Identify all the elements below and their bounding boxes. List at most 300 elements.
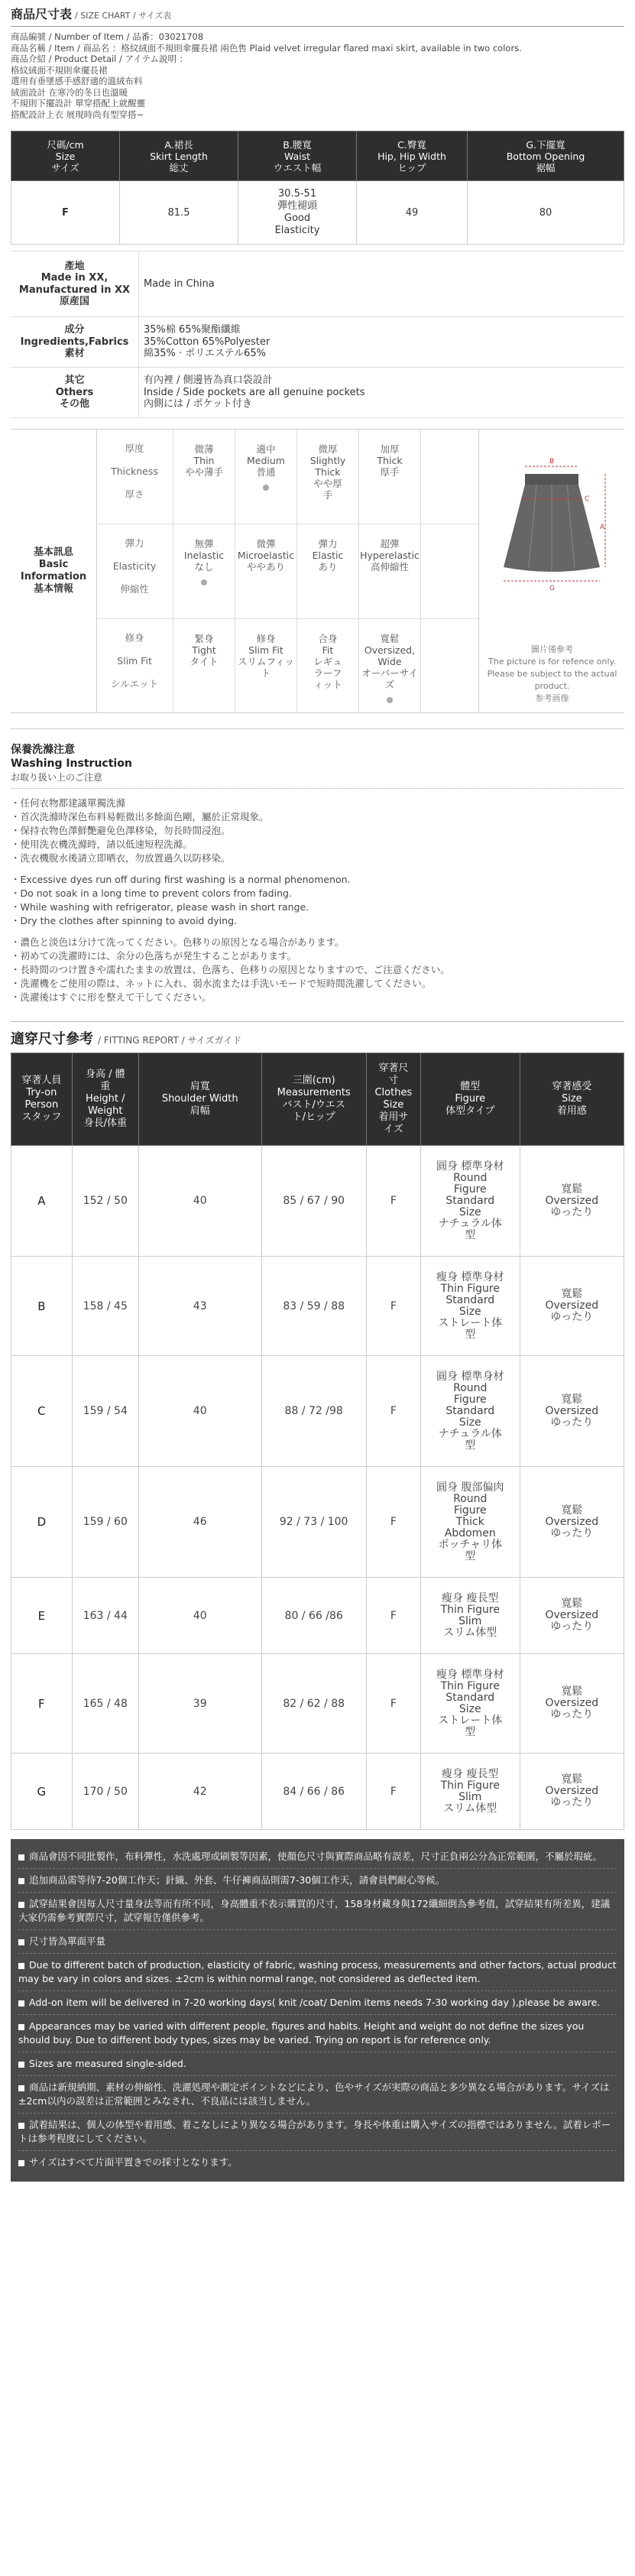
fitting-header-line: 体型タイプ <box>445 1105 495 1117</box>
fitting-feel <box>520 1467 624 1578</box>
fitting-figure-line: スリム体型 <box>443 1626 497 1639</box>
fitting-figure-line: Thin Figure <box>440 1679 500 1692</box>
fitting-shoulder: 46 <box>138 1467 261 1578</box>
washing-line: ・洗濯機をご使用の際は、ネットに入れ、弱水流または手洗いモードで短時間洗濯してください。 <box>11 978 432 989</box>
fitting-header-line: Figure <box>455 1093 486 1105</box>
fitting-figure-line: Slim <box>458 1790 482 1803</box>
meta-line: 不規則下擺設計 單穿搭配上就醒靈 <box>11 98 146 109</box>
fitting-figure-line: ストレート体 <box>438 1316 503 1329</box>
basic-option-line: Slim Fit <box>248 644 283 656</box>
basic-option-text <box>313 633 342 690</box>
fitting-header-line: 三圍(cm) <box>292 1075 335 1086</box>
note-text: Appearances may be varied with different people, figures and habits. Height and weight do not define the sizes you should buy. Due to different body types, sizes may be varied. Trying on report is for reference only. <box>18 2020 585 2046</box>
fitting-figure-line: 型 <box>465 1549 476 1562</box>
fitting-height-weight: 159 / 60 <box>72 1467 138 1578</box>
fitting-row <box>11 1467 624 1578</box>
fitting-header-line: スタッフ <box>21 1111 62 1123</box>
image-note: 圖片僅參考 The picture is for refence only. Please be subject to the actual product. 参考画像 <box>487 644 617 703</box>
fitting-height-weight: 165 / 48 <box>72 1654 138 1754</box>
fitting-feel <box>520 1356 624 1467</box>
basic-option <box>235 430 297 524</box>
basic-option-line: 超彈 <box>380 538 400 550</box>
svg-text:B: B <box>549 458 555 466</box>
fitting-measurements: 85 / 67 / 90 <box>261 1146 366 1257</box>
fitting-figure <box>420 1578 520 1654</box>
fitting-figure-line: Thin Figure <box>440 1779 500 1792</box>
basic-option <box>173 619 235 713</box>
skirt-illustration <box>494 453 609 628</box>
bullet-square-icon <box>18 1854 24 1861</box>
basic-row-label-text: Elasticity <box>112 560 157 572</box>
basic-option-line: タイト <box>190 656 219 667</box>
basic-option-line: 適中 <box>256 443 276 455</box>
fitting-figure-line: Abdomen <box>444 1526 496 1539</box>
fitting-figure-line: ポッチャリ体 <box>438 1538 503 1551</box>
fitting-row <box>11 1754 624 1830</box>
fitting-size: F <box>366 1356 420 1467</box>
washing-line: ・長時間のつけ置きや濡れたままの放置は、色落ち、色移りの原因となりますので、ご注意ください。 <box>11 964 450 975</box>
meta-line: 商品編號 / Number of Item / 品番：03021708 <box>11 31 204 42</box>
fitting-person: D <box>11 1467 73 1578</box>
fitting-header <box>520 1053 624 1146</box>
svg-text:G: G <box>549 585 555 592</box>
basic-option-line: ややあり <box>246 561 285 573</box>
basic-option-line: 微薄 <box>194 443 214 455</box>
basic-option-line: Elastic <box>312 550 344 561</box>
fitting-figure-line: Size <box>458 1416 481 1429</box>
basic-option-line: 修身 <box>256 633 276 644</box>
length-header: A.裙長 Skirt Length 総丈 <box>120 131 238 181</box>
meta-line: 搭配設計上衣 展現時尚有型穿搭~ <box>11 109 144 120</box>
fitting-figure-line: Size <box>458 1702 481 1715</box>
fitting-figure <box>420 1146 520 1257</box>
fitting-row <box>11 1146 624 1257</box>
fitting-figure-line: 圓身 標準身材 <box>436 1160 504 1173</box>
fitting-row <box>11 1578 624 1654</box>
basic-option-line: 合身 <box>318 633 338 644</box>
fitting-header-line: Try-on <box>26 1087 57 1098</box>
fitting-figure-line: Standard <box>445 1293 495 1306</box>
basic-option-line: 手 <box>322 489 333 501</box>
fitting-person: C <box>11 1356 73 1467</box>
size-row-f <box>11 181 624 245</box>
basic-option-text <box>313 538 344 573</box>
note-item <box>18 2076 617 2114</box>
fitting-measurements: 83 / 59 / 88 <box>261 1257 366 1356</box>
basic-row-label-text: 厚さ <box>125 488 144 500</box>
basic-option-line: スリムフィッ <box>237 656 294 667</box>
fitting-figure-line: 型 <box>465 1328 476 1341</box>
basic-option-line: ト <box>261 667 271 679</box>
fitting-feel-line: Oversized <box>545 1785 599 1797</box>
fitting-measurements: 80 / 66 /86 <box>261 1578 366 1654</box>
basic-option <box>359 524 421 618</box>
basic-option <box>173 524 235 618</box>
fitting-height-weight: 158 / 45 <box>72 1257 138 1356</box>
basic-option-line: ラーフ <box>313 667 342 679</box>
fitting-figure-line: Thick <box>455 1515 484 1528</box>
fitting-header <box>366 1053 420 1146</box>
size-chart-header <box>0 0 635 126</box>
basic-option-line: Hyperelastic <box>360 550 420 561</box>
meta-line: 商品介紹 / Product Detail / アイテム説明 ： <box>11 54 189 64</box>
fitting-feel-line: ゆったり <box>550 1621 594 1633</box>
basic-option-line: 高伸縮性 <box>370 561 409 573</box>
basic-row <box>96 524 478 619</box>
note-item <box>18 1930 617 1954</box>
selection-marker-area <box>387 690 393 710</box>
basic-option-line: なし <box>194 561 214 573</box>
fitting-height-weight: 163 / 44 <box>72 1578 138 1654</box>
fitting-figure-line: Round <box>453 1381 488 1394</box>
basic-option-line: 微厚 <box>318 443 338 455</box>
fitting-header <box>11 1053 73 1146</box>
basic-option-line: Thick <box>377 455 403 466</box>
note-text: Sizes are measured single-sided. <box>29 2058 186 2069</box>
basic-option-text <box>361 633 418 690</box>
bullet-square-icon <box>18 2085 24 2091</box>
fitting-header-line: Clothes <box>374 1087 413 1098</box>
basic-option-line: あり <box>318 561 338 573</box>
basic-option <box>235 524 297 618</box>
basic-row-label <box>96 430 173 524</box>
size-chart-subtitle: / SIZE CHART / サイズ表 <box>75 11 172 21</box>
basic-option <box>297 524 359 618</box>
basic-info-grid <box>96 430 478 713</box>
basic-option-line: Tight <box>192 644 216 656</box>
note-text: サイズはすべて片面平置きでの採寸となります。 <box>29 2156 238 2168</box>
fitting-figure-line: Slim <box>458 1614 482 1627</box>
basic-row <box>96 430 478 524</box>
fitting-size: F <box>366 1578 420 1654</box>
fitting-figure <box>420 1754 520 1830</box>
fitting-feel-line: Oversized <box>545 1609 599 1621</box>
composition-row <box>11 317 624 368</box>
basic-option-line: Thin <box>193 455 215 466</box>
fitting-figure-line: Size <box>458 1305 481 1318</box>
fitting-figure-line: 圓身 腹部偏肉 <box>436 1481 504 1494</box>
note-text: Due to different batch of production, elasticity of fabric, washing process, measurements and other factors, actual product may be vary in colors and sizes. ±2cm is within normal range, not considered as deflected item. <box>18 1959 617 1984</box>
fitting-shoulder: 40 <box>138 1146 261 1257</box>
basic-row-label-text: 修身 <box>125 631 144 644</box>
fitting-header-line: 重 <box>100 1081 111 1092</box>
fitting-person: G <box>11 1754 73 1830</box>
hip-value: 49 <box>357 181 468 245</box>
washing-en-list <box>11 873 624 928</box>
fitting-figure-line: 瘦身 瘦長型 <box>442 1591 499 1604</box>
note-text: 尺寸皆為單面平量 <box>29 1935 106 1947</box>
washing-line: ・洗濯後はすぐに形を整えて干してください。 <box>11 991 212 1003</box>
bullet-square-icon <box>18 1963 24 1969</box>
fitting-row <box>11 1257 624 1356</box>
meta-line: 格紋絨面不規則傘擺長裙 <box>11 64 108 76</box>
fitting-figure-line: 型 <box>465 1228 476 1241</box>
fitting-figure-line: ナチュラル体 <box>438 1427 502 1440</box>
fitting-size: F <box>366 1146 420 1257</box>
note-item <box>18 1954 617 1991</box>
bullet-square-icon <box>18 1902 24 1908</box>
basic-option-line: 加厚 <box>380 443 400 455</box>
fitting-row <box>11 1654 624 1754</box>
basic-option-line: Microelastic <box>237 550 295 561</box>
length-value: 81.5 <box>120 181 238 245</box>
fitting-subtitle: / FITTING REPORT / サイズガイド <box>98 1035 242 1046</box>
selected-dot-icon <box>201 579 207 586</box>
bullet-square-icon <box>18 1878 24 1884</box>
fitting-feel-line: 寬鬆 <box>561 1183 583 1196</box>
note-text: 商品會因不同批製作，布料彈性，水洗處理或刷製等因素，使顏色尺寸與實際商品略有誤差，尺寸正負兩公分為正常範圍，不屬於瑕疵。 <box>29 1851 603 1862</box>
fitting-feel-line: Oversized <box>545 1194 599 1207</box>
waist-header: B.腰寬 Waist ウエスト幅 <box>238 131 357 181</box>
fitting-header-line: 體型 <box>460 1081 481 1092</box>
fitting-header-line: Size <box>383 1099 404 1111</box>
washing-line: ・使用洗衣機洗滌時，請以低速短程洗滌。 <box>11 839 193 850</box>
basic-option-text <box>377 443 402 478</box>
washing-line: ・任何衣物都建議單獨洗滌 <box>11 797 126 809</box>
basic-option <box>297 430 359 524</box>
basic-option-line: オーバーサイ <box>361 667 418 679</box>
fitting-size: F <box>366 1654 420 1754</box>
fitting-height-weight: 152 / 50 <box>72 1146 138 1257</box>
fitting-figure-line: Figure <box>453 1504 487 1517</box>
basic-row-label-text: 厚度 <box>125 442 144 454</box>
fitting-header-line: 肩幅 <box>190 1105 210 1117</box>
note-item <box>18 2052 617 2076</box>
basic-option-line: Fit <box>322 644 334 656</box>
note-item <box>18 1991 617 2015</box>
fitting-feel-line: ゆったり <box>550 1205 594 1218</box>
fitting-feel-line: 寬鬆 <box>561 1504 583 1517</box>
fitting-person: E <box>11 1578 73 1654</box>
origin-label: 產地 Made in XX, Manufactured in XX 原産国 <box>11 251 139 317</box>
fitting-feel <box>520 1146 624 1257</box>
basic-row-label-text: シルエット <box>111 677 158 689</box>
fitting-figure-line: Standard <box>445 1404 495 1417</box>
fitting-shoulder: 40 <box>138 1356 261 1467</box>
fitting-header-line: 寸 <box>388 1075 399 1086</box>
washing-title-zh: 保養洗滌注意 <box>11 744 75 756</box>
fitting-feel-line: Oversized <box>545 1404 599 1417</box>
composition-value: 35%棉 65%聚酯纖維 35%Cotton 65%Polyester 綿35% · ポリエステル65% <box>139 317 625 368</box>
basic-option-line: 厚手 <box>380 466 400 478</box>
washing-instruction <box>11 728 624 1004</box>
meta-line: 絨面設計 在寒冷的冬日也溫暖 <box>11 86 128 98</box>
fitting-person: F <box>11 1654 73 1754</box>
washing-line: ・Excessive dyes run off during first washing is a normal phenomenon. <box>11 874 351 885</box>
basic-option-line: Wide <box>377 656 402 667</box>
basic-option-text <box>310 443 346 501</box>
fitting-feel <box>520 1754 624 1830</box>
washing-title-en: Washing Instruction <box>11 758 132 770</box>
product-meta <box>11 31 624 120</box>
note-text: 試着結果は、個人の体型や着用感、着こなしにより異なる場合があります。身長や体重は購入サイズの指標ではありません。試着レポートは参考程度にしてください。 <box>18 2119 611 2144</box>
basic-info-label: 基本訊息 Basic Information 基本情報 <box>11 430 97 712</box>
bottom-value: 80 <box>468 181 624 245</box>
fitting-feel-line: 寬鬆 <box>561 1598 583 1610</box>
fitting-size: F <box>366 1257 420 1356</box>
fitting-header-line: 穿著人員 <box>21 1075 62 1086</box>
washing-line: ・Dry the clothes after spinning to avoid dying. <box>11 915 237 926</box>
basic-option <box>173 430 235 524</box>
size-value: F <box>11 181 120 245</box>
note-item <box>18 1893 617 1930</box>
fitting-measurements: 88 / 72 /98 <box>261 1356 366 1467</box>
origin-value: Made in China <box>139 251 625 317</box>
basic-row-label <box>96 619 173 713</box>
fitting-header <box>72 1053 138 1146</box>
fitting-feel-line: ゆったり <box>550 1526 594 1539</box>
fitting-height-weight: 159 / 54 <box>72 1356 138 1467</box>
fitting-figure-line: 瘦身 標準身材 <box>436 1270 504 1283</box>
meta-line: 商品名稱 / Item / 商品名 ：格紋絨面不規則傘擺長裙 兩色售 Plaid velvet irregular flared maxi skirt, available in two colors. <box>11 42 522 54</box>
fitting-header-line: 身高 / 體 <box>85 1069 125 1080</box>
fitting-shoulder: 43 <box>138 1257 261 1356</box>
origin-row <box>11 251 624 317</box>
fitting-row <box>11 1356 624 1467</box>
fitting-header <box>420 1053 520 1146</box>
fitting-figure <box>420 1257 520 1356</box>
fitting-feel-line: ゆったり <box>550 1416 594 1429</box>
basic-option-line: Inelastic <box>183 550 225 561</box>
fitting-header-line: バスト/ウエス <box>282 1099 345 1111</box>
note-item <box>18 1845 617 1869</box>
basic-option-line: Medium <box>247 455 285 466</box>
washing-line: ・初めての洗濯時には、余分の色落ちが発生することがあります。 <box>11 950 297 962</box>
fitting-figure-line: Figure <box>453 1183 487 1196</box>
fitting-header-line: Size <box>561 1093 582 1105</box>
bullet-square-icon <box>18 2062 24 2068</box>
size-header: 尺碼/cm Size サイズ <box>11 131 120 181</box>
basic-option-line: 無彈 <box>194 538 214 550</box>
fitting-feel <box>520 1654 624 1754</box>
washing-title-jp: お取り扱い上のご注意 <box>11 771 624 789</box>
washing-line: ・Do not soak in a long time to prevent colors from fading. <box>11 887 292 899</box>
bullet-square-icon <box>18 1939 24 1945</box>
note-item <box>18 2114 617 2151</box>
fitting-figure-line: Size <box>458 1205 481 1218</box>
waist-value: 30.5-51 彈性褪頭 Good Elasticity <box>238 181 357 245</box>
fitting-figure-line: Thin Figure <box>440 1282 500 1295</box>
fitting-size: F <box>366 1467 420 1578</box>
fitting-figure-line: スリム体型 <box>443 1802 497 1815</box>
washing-jp-list <box>11 936 624 1004</box>
fitting-feel-line: 寬鬆 <box>561 1685 583 1698</box>
fitting-header-line: 穿著尺 <box>378 1063 409 1074</box>
fitting-figure-line: Round <box>453 1171 488 1184</box>
basic-option <box>235 619 297 713</box>
bullet-square-icon <box>18 2024 24 2030</box>
fitting-feel-line: ゆったり <box>550 1708 594 1721</box>
meta-line: 選用有垂墜感手感舒適的溫絨布料 <box>11 76 143 86</box>
others-row <box>11 368 624 418</box>
basic-option-line: Slightly <box>309 455 346 466</box>
washing-line: ・濃色と淡色は分けて洗ってください。色移りの原因となる場合があります。 <box>11 936 345 948</box>
fitting-figure <box>420 1654 520 1754</box>
note-item <box>18 2151 617 2174</box>
fitting-figure-line: Thin Figure <box>440 1603 500 1616</box>
fitting-header-line: 身長/体重 <box>83 1118 127 1129</box>
fitting-header-line: 着用サ <box>378 1111 409 1123</box>
fitting-feel-line: ゆったり <box>550 1311 594 1323</box>
basic-option-line: やや厚 <box>313 478 342 489</box>
fitting-figure <box>420 1356 520 1467</box>
fitting-figure-line: Standard <box>445 1691 495 1704</box>
fitting-figure-line: Round <box>453 1492 488 1505</box>
size-table <box>11 131 624 245</box>
skirt-diagram <box>478 430 625 712</box>
basic-option-text <box>238 538 294 573</box>
note-text: 商品は新規納期、素材の伸縮性、洗濯処理や測定ポイントなどにより、色やサイズが実際の商品と多少異なる場合があります。サイズは±2cm以内の誤差は正常範囲とみなされ、不良品には該当しません。 <box>18 2081 610 2107</box>
fitting-figure-line: Standard <box>445 1194 495 1207</box>
fitting-figure-line: 圓身 標準身材 <box>436 1370 504 1383</box>
svg-text:A: A <box>600 524 605 531</box>
basic-option-line: 微彈 <box>256 538 276 550</box>
note-item <box>18 2015 617 2052</box>
fitting-header-line: 着用感 <box>556 1105 587 1117</box>
washing-zh-list <box>11 796 624 865</box>
note-text: 追加商品需等待7-20個工作天；針織、外套、牛仔褲商品則需7-30個工作天，請會員們耐心等候。 <box>29 1874 445 1886</box>
fitting-header <box>261 1053 366 1146</box>
svg-text:C: C <box>585 495 590 503</box>
basic-option-line: Oversized, <box>364 644 416 656</box>
basic-option-line: Thick <box>315 466 341 478</box>
basic-row <box>96 619 478 713</box>
basic-option-line: 寬鬆 <box>380 633 400 644</box>
bottom-header: G.下擺寬 Bottom Opening 裾幅 <box>468 131 624 181</box>
fitting-feel-line: 寬鬆 <box>561 1288 583 1300</box>
fitting-report-header <box>11 1021 624 1047</box>
fitting-header-row <box>11 1053 624 1146</box>
bullet-square-icon <box>18 2123 24 2129</box>
basic-option-text <box>247 443 285 478</box>
fitting-feel-line: Oversized <box>545 1697 599 1709</box>
washing-line: ・保持衣物色澤鮮艷避免色澤移染，勿長時間浸泡。 <box>11 825 231 836</box>
hip-header: C.臀寬 Hip, Hip Width ヒップ <box>357 131 468 181</box>
fitting-size: F <box>366 1754 420 1830</box>
basic-option <box>297 619 359 713</box>
basic-option-line: ィット <box>313 679 342 690</box>
fitting-shoulder: 39 <box>138 1654 261 1754</box>
notes-box <box>11 1839 624 2182</box>
fitting-figure <box>420 1467 520 1578</box>
fitting-figure-line: 瘦身 標準身材 <box>436 1668 504 1681</box>
fitting-header-line: Height / <box>86 1093 125 1105</box>
basic-option-line: ズ <box>384 679 395 690</box>
basic-row-label <box>96 524 173 618</box>
others-value: 有內裡 / 側邊皆為真口袋設計 Inside / Side pockets are all genuine pockets 內側には / ポケット付き <box>139 368 625 418</box>
basic-row-label-text: Thickness <box>111 465 158 477</box>
fitting-shoulder: 42 <box>138 1754 261 1830</box>
composition-label: 成分 Ingredients,Fabrics 素材 <box>11 317 139 368</box>
basic-row-label-text: Slim Fit <box>117 654 152 667</box>
bullet-square-icon <box>18 2160 24 2166</box>
fitting-table <box>11 1053 624 1830</box>
bullet-square-icon <box>18 2000 24 2007</box>
washing-line: ・While washing with refrigerator, please wash in short range. <box>11 901 309 913</box>
basic-row-label-text: 伸縮性 <box>120 582 149 595</box>
fitting-header-line: 穿著感受 <box>552 1081 592 1092</box>
basic-info-section <box>11 429 624 713</box>
fitting-figure-line: Figure <box>453 1393 487 1406</box>
basic-option-line: レギュ <box>313 656 342 667</box>
fitting-header-line: Shoulder Width <box>161 1093 238 1105</box>
fitting-feel-line: 寬鬆 <box>561 1773 583 1786</box>
fitting-figure-line: 瘦身 瘦長型 <box>442 1767 499 1780</box>
washing-line: ・洗衣機脫水後請立即晒衣，勿放置過久以防移染。 <box>11 852 231 864</box>
fitting-figure-line: ナチュラル体 <box>438 1217 502 1230</box>
selected-dot-icon <box>387 697 393 703</box>
fitting-header-line: イズ <box>383 1124 403 1135</box>
